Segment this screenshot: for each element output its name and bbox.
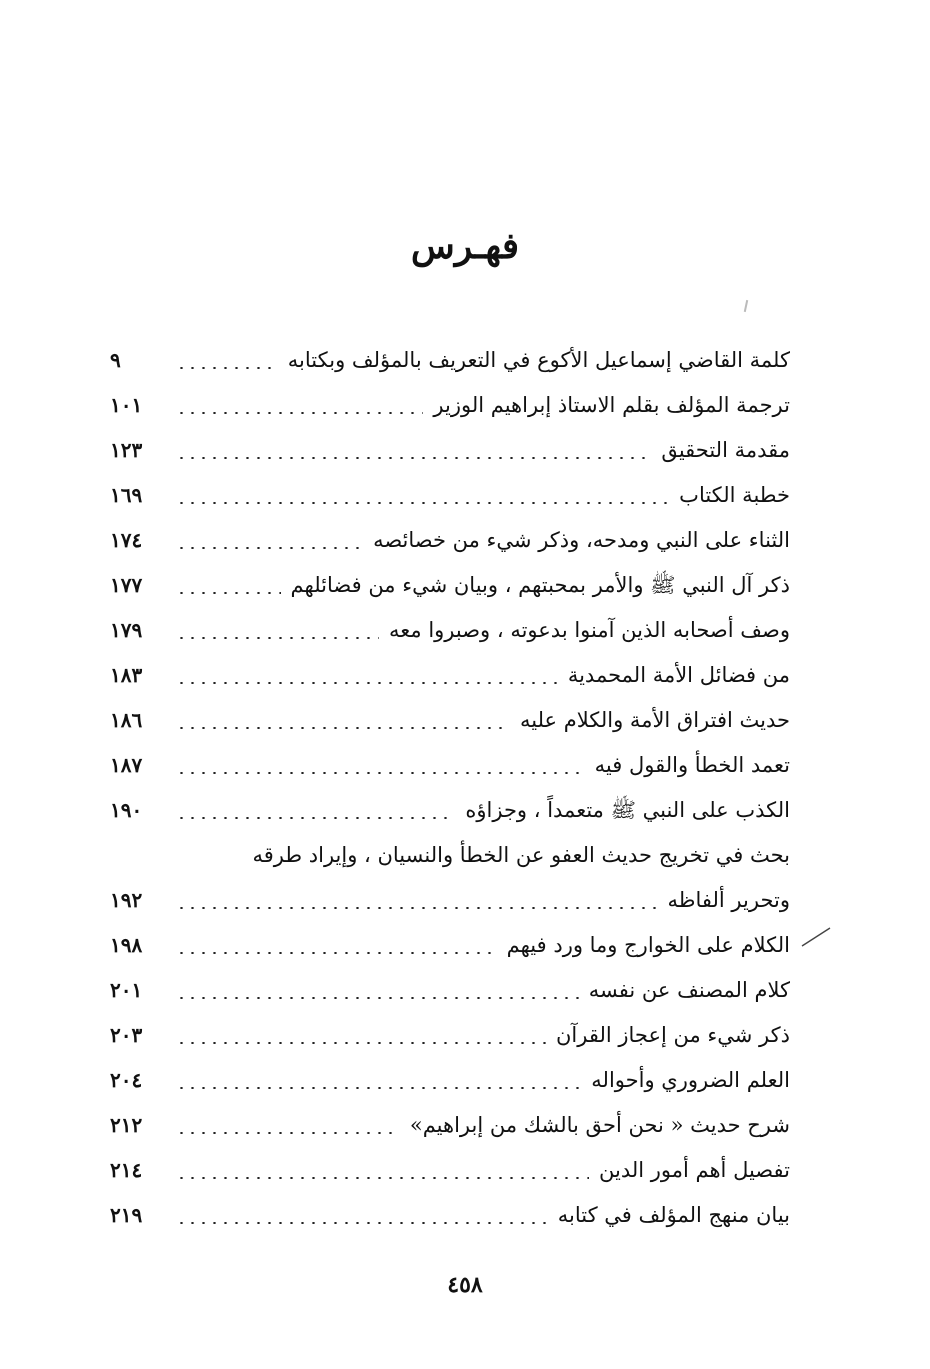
toc-entry: [110, 968, 790, 1013]
toc-entry-title: شرح حديث « نحن أحق بالشك من إبراهيم»: [409, 1113, 790, 1137]
toc-leader-dots: [176, 1132, 400, 1134]
toc-entry: [110, 563, 790, 608]
toc-entry: [110, 743, 790, 788]
toc-entry: [110, 1148, 790, 1193]
toc-entry: [110, 518, 790, 563]
toc-entry: [110, 383, 790, 428]
toc-entry-title: تعمد الخطأ والقول فيه: [594, 753, 790, 777]
toc-entry-page: ١٩٨: [110, 933, 143, 957]
toc-entry-page: ١٠١: [110, 393, 143, 417]
toc-entry-title: بيان منهج المؤلف في كتابه: [557, 1203, 790, 1227]
toc-entry-title: العلم الضروري وأحواله: [591, 1068, 790, 1092]
toc-entry-continuation: [110, 878, 790, 923]
toc-entry: [110, 473, 790, 518]
toc-entry-title: من فضائل الأمة المحمدية: [567, 663, 790, 687]
toc-entry-page: ١٨٦: [110, 708, 143, 732]
toc-entry-page: ١٨٣: [110, 663, 143, 687]
toc-leader-dots: [176, 997, 579, 999]
toc-leader-dots: [176, 547, 363, 549]
toc-entry-title: ذكر آل النبي ﷺ والأمر بمحبتهم ، وبيان شيء من فضائلهم: [290, 573, 790, 597]
toc-entry-title: بحث في تخريج حديث العفو عن الخطأ والنسيان ، وإيراد طرقه: [252, 843, 790, 867]
page-title: فهـرس: [410, 225, 520, 267]
toc-entry-title: كلام المصنف عن نفسه: [588, 978, 790, 1002]
toc-leader-dots: [176, 1087, 581, 1089]
toc-entry-page: ١٢٣: [110, 438, 143, 462]
toc-entry-page: ٢٠٣: [110, 1023, 143, 1047]
toc-entry-page: ٢١٤: [110, 1158, 143, 1182]
toc-leader-dots: [176, 907, 658, 909]
toc-entry-title: مقدمة التحقيق: [661, 438, 790, 462]
scan-speck: [744, 300, 748, 312]
toc-entry-page: ١٩٠: [110, 798, 143, 822]
toc-entry: [110, 653, 790, 698]
toc-entry-title: وتحرير ألفاظه: [667, 888, 790, 912]
toc-leader-dots: [176, 1222, 548, 1224]
toc-entry-page: ٩: [110, 348, 121, 372]
toc-entry: [110, 788, 790, 833]
toc-leader-dots: [176, 412, 423, 414]
toc-entry-title: كلمة القاضي إسماعيل الأكوع في التعريف بالمؤلف وبكتابه: [287, 348, 790, 372]
toc-leader-dots: [176, 457, 651, 459]
toc-leader-dots: [176, 592, 281, 594]
toc-leader-dots: [176, 772, 585, 774]
toc-entry-title: الكلام على الخوارج وما ورد فيهم: [506, 933, 790, 957]
toc-leader-dots: [176, 1177, 589, 1179]
toc-entry-page: ١٧٧: [110, 573, 143, 597]
toc-entry-title: حديث افتراق الأمة والكلام عليه: [520, 708, 790, 732]
toc-entry-page: ٢٠٤: [110, 1068, 143, 1092]
toc-entry-title: ذكر شيء من إعجاز القرآن: [555, 1023, 790, 1047]
toc-entry: [110, 608, 790, 653]
toc-entry-page: ١٧٤: [110, 528, 143, 552]
toc-entry-title: الكذب على النبي ﷺ متعمداً ، وجزاؤه: [465, 798, 790, 822]
toc-entry: [110, 1103, 790, 1148]
toc-leader-dots: [176, 952, 497, 954]
toc-entry-page: ١٧٩: [110, 618, 143, 642]
page-number: ٤٥٨: [447, 1272, 483, 1298]
toc-leader-dots: [176, 502, 669, 504]
toc-entry-page: ١٦٩: [110, 483, 143, 507]
toc-entry: [110, 338, 790, 383]
toc-leader-dots: [176, 682, 558, 684]
table-of-contents: [110, 338, 790, 1238]
toc-entry-page: ٢١٩: [110, 1203, 143, 1227]
toc-entry-title: خطبة الكتاب: [679, 483, 790, 507]
toc-leader-dots: [176, 817, 455, 819]
toc-entry: [110, 428, 790, 473]
toc-entry-first-line: [110, 833, 790, 878]
toc-leader-dots: [176, 637, 379, 639]
toc-leader-dots: [176, 1042, 546, 1044]
toc-entry-page: ١٨٧: [110, 753, 143, 777]
toc-entry: [110, 698, 790, 743]
pencil-mark: [800, 924, 840, 964]
toc-entry-page: ٢١٢: [110, 1113, 143, 1137]
toc-entry-title: ترجمة المؤلف بقلم الاستاذ إبراهيم الوزير: [433, 393, 790, 417]
toc-entry: [110, 1058, 790, 1103]
toc-entry-title: الثناء على النبي ومدحه، وذكر شيء من خصائصه: [373, 528, 790, 552]
toc-entry: [110, 1193, 790, 1238]
toc-entry-title: تفصيل أهم أمور الدين: [599, 1158, 790, 1182]
toc-entry-page: ١٩٢: [110, 888, 143, 912]
toc-entry-title: وصف أصحابه الذين آمنوا بدعوته ، وصبروا معه: [389, 618, 790, 642]
toc-leader-dots: [176, 727, 510, 729]
toc-entry: [110, 923, 790, 968]
toc-entry: [110, 1013, 790, 1058]
toc-leader-dots: [176, 367, 278, 369]
toc-entry-page: ٢٠١: [110, 978, 143, 1002]
